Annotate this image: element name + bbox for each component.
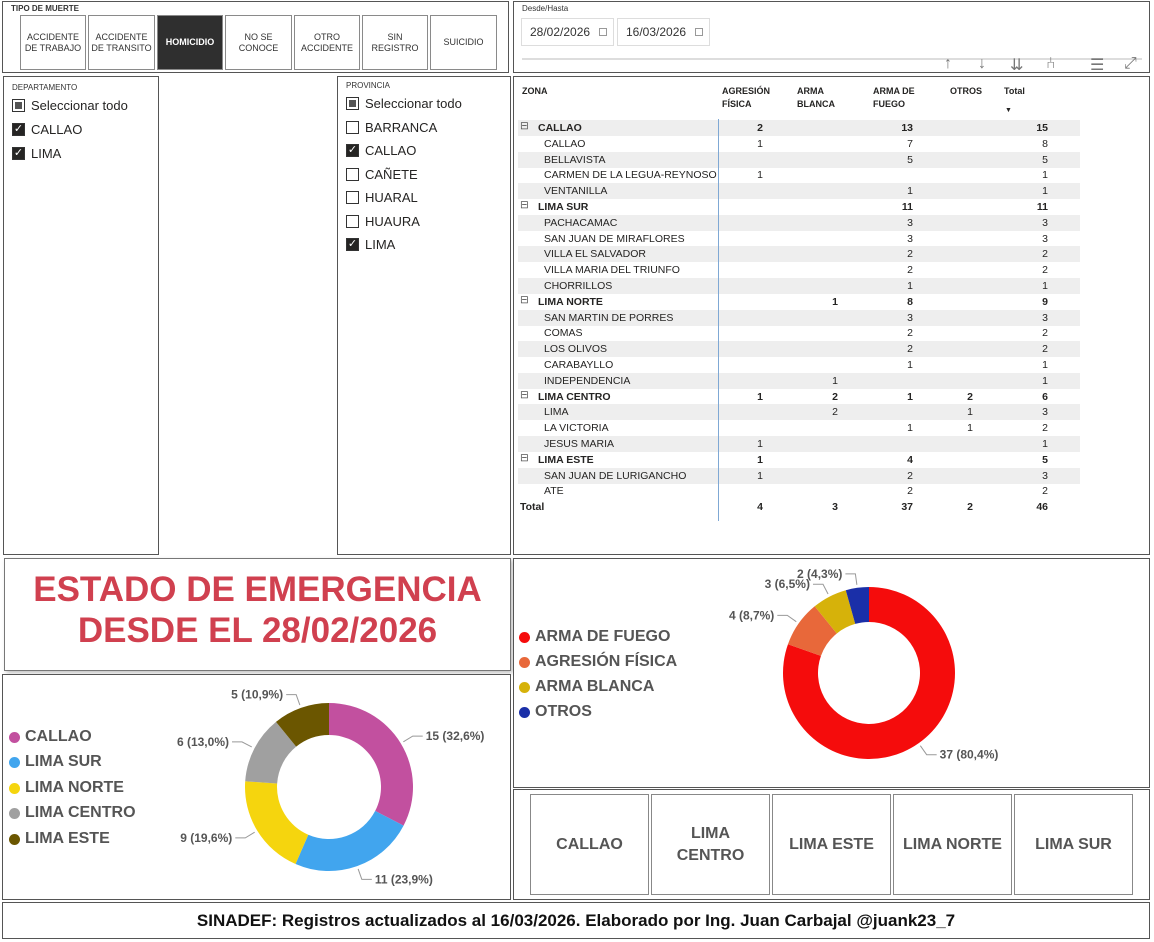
cell-value: 1 xyxy=(1042,359,1048,371)
checkbox-checked-icon[interactable]: ✓ xyxy=(347,238,358,250)
matrix-row[interactable] xyxy=(518,215,1080,231)
matrix-row[interactable] xyxy=(518,373,1080,389)
cell-value: 1 xyxy=(757,453,763,466)
data-label: 2 (4,3%) xyxy=(797,566,843,581)
leader-line xyxy=(403,736,422,742)
cell-value: 3 xyxy=(907,311,913,324)
row-label: LIMA NORTE xyxy=(538,295,603,308)
matrix-group-row[interactable] xyxy=(518,199,1080,215)
tipo-btn-sin-registro[interactable]: SIN REGISTRO xyxy=(362,15,428,70)
cell-value: 1 xyxy=(757,169,763,182)
cell-value: 2 xyxy=(907,485,913,498)
fecha-desde-value: 28/02/2026 xyxy=(530,25,591,39)
cell-value: 7 xyxy=(907,137,913,150)
data-label: 11 (23,9%) xyxy=(374,872,433,887)
arrow-down-icon[interactable]: ↓ xyxy=(978,55,986,72)
collapse-icon[interactable]: ⊟ xyxy=(520,451,529,464)
column-divider xyxy=(718,119,719,521)
row-label: LIMA SUR xyxy=(538,201,589,213)
slicer-item-callao[interactable] xyxy=(12,122,82,137)
cell-value: 2 xyxy=(757,122,763,134)
row-label: LOS OLIVOS xyxy=(544,343,608,356)
tipo-btn-accidente-transito[interactable]: ACCIDENTE DE TRANSITO xyxy=(88,15,155,70)
arrow-up-icon[interactable]: ↑ xyxy=(944,55,952,72)
tipo-btn-otro-accidente[interactable]: OTRO ACCIDENTE xyxy=(294,15,360,70)
cell-value: 2 xyxy=(967,501,973,514)
col-header-arma-blanca[interactable]: ARMA BLANCA xyxy=(797,86,835,109)
cell-value: 3 xyxy=(907,216,913,229)
tipo-muerte-title: TIPO DE MUERTE xyxy=(11,4,80,13)
matrix-row[interactable] xyxy=(518,183,1080,199)
leader-line xyxy=(232,742,252,747)
matrix-group-row[interactable] xyxy=(518,452,1080,468)
cell-value: 6 xyxy=(1042,390,1048,403)
tipo-btn-no-se-conoce[interactable]: NO SE CONOCE xyxy=(225,15,292,70)
cell-value: 37 xyxy=(901,501,913,514)
matrix-row[interactable] xyxy=(518,436,1080,452)
slicer-item-label: HUAURA xyxy=(365,214,420,229)
zona-btn-lima-sur[interactable]: LIMA SUR xyxy=(1014,794,1133,895)
fecha-hasta-value: 16/03/2026 xyxy=(626,25,687,39)
collapse-icon[interactable]: ⊟ xyxy=(520,120,529,132)
row-label: LIMA CENTRO xyxy=(538,390,611,403)
data-label: 3 (6,5%) xyxy=(764,577,810,592)
slicer-item-callao[interactable] xyxy=(346,143,416,158)
cell-value: 3 xyxy=(832,501,838,514)
cell-value: 1 xyxy=(967,406,973,419)
tipo-btn-accidente-trabajo[interactable]: ACCIDENTE DE TRABAJO xyxy=(20,15,86,70)
zona-btn-callao[interactable]: CALLAO xyxy=(530,794,649,895)
legend-label: LIMA SUR xyxy=(25,753,102,770)
cell-value: 2 xyxy=(907,343,913,356)
legend-label: LIMA CENTRO xyxy=(25,804,136,821)
cell-value: 1 xyxy=(907,280,913,292)
calendar-icon[interactable] xyxy=(695,28,703,36)
cell-value: 5 xyxy=(907,153,913,166)
calendar-icon[interactable] xyxy=(599,28,607,36)
cell-value: 3 xyxy=(1042,232,1048,245)
cell-value: 2 xyxy=(1042,248,1048,261)
cell-value: 8 xyxy=(907,295,913,308)
arma-donut-chart xyxy=(514,559,1151,789)
row-label: JESUS MARIA xyxy=(544,438,615,450)
cell-value: 2 xyxy=(907,327,913,340)
row-label: ATE xyxy=(544,485,564,498)
checkbox-icon[interactable] xyxy=(346,191,359,204)
matrix-group-row[interactable] xyxy=(518,120,1080,136)
matrix-row[interactable] xyxy=(518,310,1080,326)
data-label: 6 (13,0%) xyxy=(176,734,229,749)
cell-value: 1 xyxy=(1042,280,1048,292)
cell-value: 2 xyxy=(967,390,973,403)
slicer-item-huaral[interactable] xyxy=(346,190,418,205)
cell-value: 1 xyxy=(1042,374,1048,387)
checkbox-partial-icon[interactable] xyxy=(12,99,25,112)
legend-label: LIMA ESTE xyxy=(25,830,110,847)
matrix-row[interactable] xyxy=(518,136,1080,152)
legend-label: AGRESIÓN FÍSICA xyxy=(535,653,678,670)
row-label: PACHACAMAC xyxy=(544,216,618,229)
checkbox-icon[interactable] xyxy=(346,168,359,181)
cell-value: 2 xyxy=(907,469,913,482)
cell-value: 2 xyxy=(907,264,913,277)
matrix-total-row[interactable] xyxy=(518,499,1080,515)
leader-line xyxy=(777,615,796,621)
slicer-item-label: CAÑETE xyxy=(365,167,418,182)
cell-value: 5 xyxy=(1042,153,1048,166)
cell-value: 1 xyxy=(757,469,763,482)
data-label: 9 (19,6%) xyxy=(180,830,233,845)
matrix-row[interactable] xyxy=(518,262,1080,278)
col-header-otros[interactable]: OTROS xyxy=(950,86,983,96)
fecha-hasta-input[interactable] xyxy=(617,18,710,46)
arma-donut-panel xyxy=(513,558,1150,788)
hierarchy-icon[interactable]: ⑃ xyxy=(1046,55,1056,72)
slicer-item-label: CALLAO xyxy=(31,122,83,137)
checkbox-checked-icon[interactable]: ✓ xyxy=(13,123,24,135)
cell-value: 1 xyxy=(757,390,763,403)
legend-label: CALLAO xyxy=(25,728,92,745)
fecha-desde-input[interactable] xyxy=(521,18,614,46)
row-label: SAN JUAN DE LURIGANCHO xyxy=(544,469,687,482)
cell-value: 2 xyxy=(832,390,838,403)
zona-btn-lima-norte[interactable]: LIMA NORTE xyxy=(893,794,1012,895)
departamento-slicer xyxy=(3,76,159,555)
cell-value: 11 xyxy=(901,201,913,213)
cell-value: 1 xyxy=(907,422,913,435)
emergency-banner xyxy=(4,558,511,671)
checkbox-checked-icon[interactable]: ✓ xyxy=(13,147,24,159)
zona-donut-panel xyxy=(2,674,511,900)
data-label: 37 (80,4%) xyxy=(939,747,999,762)
row-label: INDEPENDENCIA xyxy=(544,374,631,387)
emergency-line2: DESDE EL 28/02/2026 xyxy=(77,611,438,650)
cell-value: 1 xyxy=(907,185,913,198)
cell-value: 15 xyxy=(1036,122,1048,134)
cell-value: 2 xyxy=(1042,264,1048,277)
matrix-row[interactable] xyxy=(518,278,1080,294)
cell-value: 3 xyxy=(1042,469,1048,482)
slicer-item-seleccionar-todo[interactable] xyxy=(346,96,462,111)
row-label: CHORRILLOS xyxy=(544,280,613,292)
cell-value: 4 xyxy=(757,501,763,514)
slicer-item-label: HUARAL xyxy=(365,190,418,205)
matrix-row[interactable] xyxy=(518,325,1080,341)
row-label: VILLA MARIA DEL TRIUNFO xyxy=(544,264,680,277)
footer-credits: SINADEF: Registros actualizados al 16/03/2026. Elaborado por Ing. Juan Carbajal @juank23_7 xyxy=(2,902,1150,939)
slicer-item-canete[interactable] xyxy=(346,167,418,182)
leader-line xyxy=(235,832,254,838)
matrix-row[interactable] xyxy=(518,404,1080,420)
cell-value: 1 xyxy=(1042,438,1048,450)
row-label: SAN MARTIN DE PORRES xyxy=(544,311,674,324)
slicer-item-lima[interactable] xyxy=(346,237,395,252)
col-header-agresion[interactable]: AGRESIÓN FÍSICA xyxy=(722,86,771,109)
cell-value: 1 xyxy=(757,137,763,150)
slicer-item-lima[interactable] xyxy=(12,146,61,161)
matrix-row[interactable] xyxy=(518,152,1080,168)
zona-btn-lima-este[interactable]: LIMA ESTE xyxy=(772,794,891,895)
legend-label: ARMA DE FUEGO xyxy=(535,628,671,645)
leader-line xyxy=(813,584,828,594)
cell-value: 1 xyxy=(757,438,763,450)
cell-value: 1 xyxy=(832,295,838,308)
legend-label: ARMA BLANCA xyxy=(535,678,655,695)
leader-line xyxy=(358,869,372,879)
fecha-title: Desde/Hasta xyxy=(522,4,569,13)
cell-value: 46 xyxy=(1036,501,1048,514)
col-header-arma-fuego[interactable]: ARMA DE FUEGO xyxy=(873,86,915,109)
cell-value: 11 xyxy=(1036,201,1048,213)
matrix-row[interactable] xyxy=(518,231,1080,247)
checkbox-checked-icon[interactable]: ✓ xyxy=(347,144,358,156)
cell-value: 3 xyxy=(1042,311,1048,324)
row-label: COMAS xyxy=(544,327,583,340)
cell-value: 1 xyxy=(967,422,973,435)
legend-label: OTROS xyxy=(535,703,592,720)
data-label: 15 (32,6%) xyxy=(425,729,485,744)
row-label: CALLAO xyxy=(538,122,582,134)
matrix-row[interactable] xyxy=(518,246,1080,262)
focus-mode-icon[interactable]: ⤢ xyxy=(1124,55,1137,72)
row-label: VENTANILLA xyxy=(544,185,608,198)
slicer-item-label: Seleccionar todo xyxy=(31,98,128,113)
cell-value: 3 xyxy=(1042,406,1048,419)
row-label: CARMEN DE LA LEGUA-REYNOSO xyxy=(544,169,717,182)
matrix-row[interactable] xyxy=(518,483,1080,499)
donut-slice[interactable] xyxy=(245,781,308,864)
slicer-item-label: Seleccionar todo xyxy=(365,96,462,111)
checkbox-icon[interactable] xyxy=(346,215,359,228)
cell-value: 1 xyxy=(907,390,913,403)
filter-icon[interactable]: ☰ xyxy=(1090,57,1105,74)
cell-value: 8 xyxy=(1042,137,1048,150)
slicer-item-huaura[interactable] xyxy=(346,214,420,229)
matrix-group-row[interactable] xyxy=(518,389,1080,405)
cell-value: 2 xyxy=(1042,485,1048,498)
slicer-item-barranca[interactable] xyxy=(346,120,437,135)
cell-value: 1 xyxy=(1042,169,1048,182)
fecha-slicer xyxy=(513,1,1150,73)
cell-value: 13 xyxy=(901,122,913,134)
leader-line xyxy=(920,746,936,755)
slicer-item-label: LIMA xyxy=(31,146,62,161)
row-label: LIMA xyxy=(544,406,569,419)
legend-label: LIMA NORTE xyxy=(25,779,124,796)
row-label: CALLAO xyxy=(544,137,586,150)
cell-value: 3 xyxy=(1042,216,1048,229)
row-label: SAN JUAN DE MIRAFLORES xyxy=(544,232,685,245)
data-label: 5 (10,9%) xyxy=(231,687,284,702)
zona-btn-lima-centro[interactable]: LIMA CENTRO xyxy=(651,794,770,895)
row-label: LA VICTORIA xyxy=(544,422,609,435)
matrix-row[interactable] xyxy=(518,167,1080,183)
cell-value: 4 xyxy=(907,453,913,466)
cell-value: 1 xyxy=(832,374,838,387)
row-label: LIMA ESTE xyxy=(538,453,594,466)
cell-value: 1 xyxy=(907,359,913,371)
double-arrow-down-icon[interactable]: ⇊ xyxy=(1010,57,1024,74)
cell-value: 9 xyxy=(1042,295,1048,308)
cell-value: 2 xyxy=(1042,422,1048,435)
slicer-item-label: BARRANCA xyxy=(365,120,438,135)
checkbox-icon[interactable] xyxy=(346,121,359,134)
row-label: BELLAVISTA xyxy=(544,153,606,166)
donut-slice[interactable] xyxy=(296,811,404,871)
cell-value: 3 xyxy=(907,232,913,245)
matrix-group-row[interactable] xyxy=(518,294,1080,310)
cell-value: 2 xyxy=(832,406,838,419)
leader-line xyxy=(286,695,300,705)
zona-donut-chart xyxy=(3,675,512,901)
collapse-icon[interactable]: ⊟ xyxy=(520,199,529,211)
cell-value: 2 xyxy=(907,248,913,261)
collapse-icon[interactable]: ⊟ xyxy=(520,388,529,401)
col-header-zona[interactable]: ZONA xyxy=(522,86,548,96)
cell-value: 2 xyxy=(1042,343,1048,356)
leader-line xyxy=(845,574,856,585)
matrix-row[interactable] xyxy=(518,357,1080,373)
cell-value: 5 xyxy=(1042,453,1048,466)
row-label: Total xyxy=(520,501,545,514)
cell-value: 2 xyxy=(1042,327,1048,340)
sort-desc-icon[interactable]: ▼ xyxy=(1005,107,1012,114)
checkbox-partial-icon[interactable] xyxy=(346,97,359,110)
row-label: VILLA EL SALVADOR xyxy=(544,248,646,261)
departamento-title: DEPARTAMENTO xyxy=(12,83,78,92)
col-header-total[interactable]: Total xyxy=(1004,86,1025,96)
data-label: 4 (8,7%) xyxy=(728,608,775,623)
tipo-btn-suicidio[interactable]: SUICIDIO xyxy=(430,15,497,70)
cell-value: 1 xyxy=(1042,185,1048,198)
provincia-slicer xyxy=(337,76,511,555)
provincia-title: PROVINCIA xyxy=(346,81,391,90)
slicer-item-seleccionar-todo[interactable] xyxy=(12,98,128,113)
emergency-line1: ESTADO DE EMERGENCIA xyxy=(33,570,482,609)
donut-slice[interactable] xyxy=(329,703,413,826)
collapse-icon[interactable]: ⊟ xyxy=(520,293,529,306)
matrix-row[interactable] xyxy=(518,341,1080,357)
tipo-muerte-slicer xyxy=(2,1,509,73)
row-label: CARABAYLLO xyxy=(544,359,614,371)
matrix-row[interactable] xyxy=(518,420,1080,436)
matrix-row[interactable] xyxy=(518,468,1080,484)
tipo-btn-homicidio[interactable]: HOMICIDIO xyxy=(157,15,223,70)
slicer-item-label: LIMA xyxy=(365,237,396,252)
slicer-item-label: CALLAO xyxy=(365,143,417,158)
zona-matrix xyxy=(513,76,1150,555)
